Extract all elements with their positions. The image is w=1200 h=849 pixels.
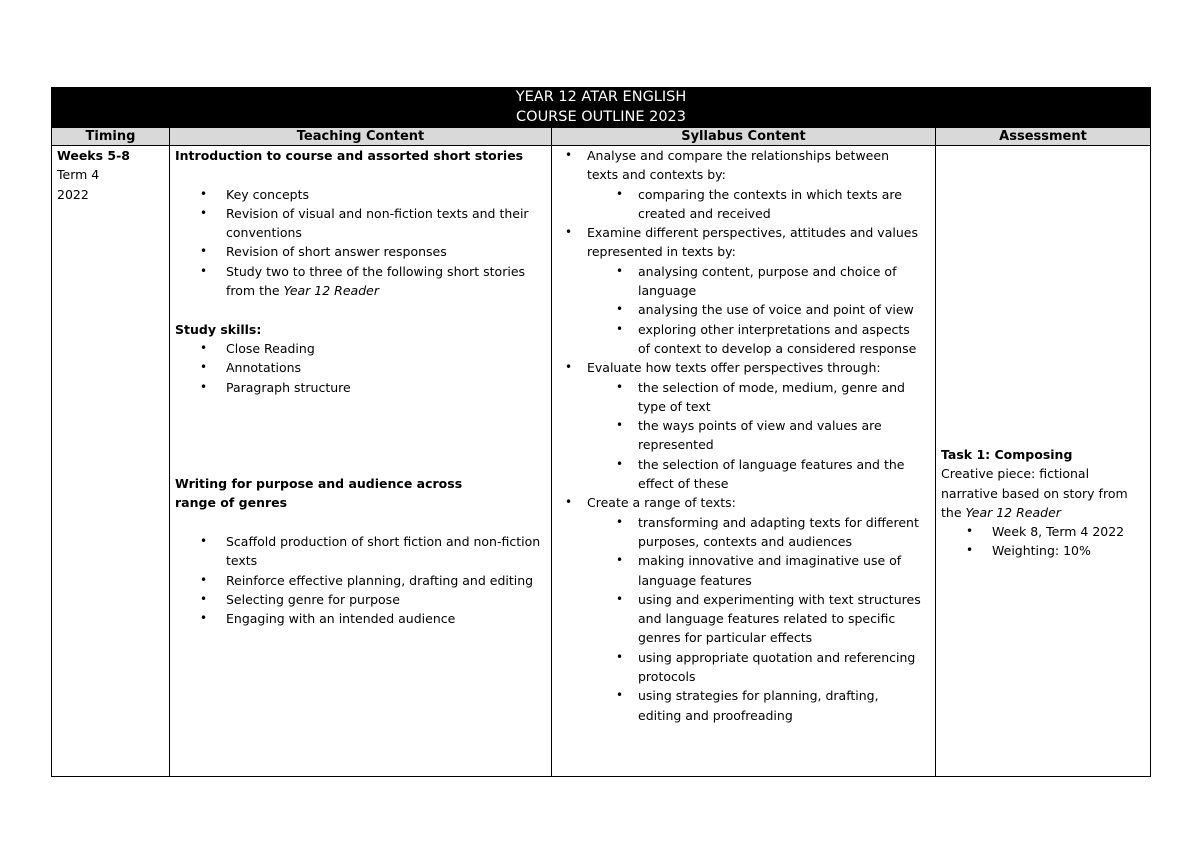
list-item: • Analyse and compare the relationships between texts and contexts by: • comparing the contexts in which texts are created and received: [557, 146, 924, 223]
table-row: [52, 146, 1151, 777]
list-item: • Weighting: 10%: [941, 541, 1145, 560]
bullet-icon: •: [616, 186, 624, 201]
bullet-icon: •: [616, 302, 624, 317]
bullet-icon: •: [200, 186, 208, 201]
bullet-icon: •: [616, 321, 624, 336]
bullet-icon: •: [565, 360, 573, 375]
bullet-icon: •: [200, 244, 208, 259]
writing-list: [175, 532, 546, 628]
teaching-heading-writing: Writing for purpose and audience across range of genres: [175, 476, 463, 511]
list-item: • analysing the use of voice and point of view: [557, 300, 924, 319]
bullet-icon: •: [200, 340, 208, 355]
list-item: • Reinforce effective planning, drafting and editing: [175, 571, 546, 590]
bullet-icon: •: [200, 360, 208, 375]
column-header-syllabus: Syllabus Content: [552, 128, 936, 146]
bullet-icon: •: [616, 379, 624, 394]
list-item: • using appropriate quotation and referencing protocols: [616, 649, 916, 685]
list-item: • Annotations: [175, 358, 546, 377]
teaching-heading-study-skills: Study skills:: [175, 321, 262, 337]
course-outline-table: [51, 87, 1151, 777]
bullet-icon: •: [616, 649, 624, 664]
list-item: • Examine different perspectives, attitudes and values represented in texts by: • analysing content, purpose and choice of language • analysing the use of voice and point of view • exploring other interpretations and aspects of context to develop a considered response: [557, 223, 924, 358]
list-item: • using and experimenting with text structures and language features related to specific genres for particular effects: [616, 591, 921, 646]
teaching-heading-intro: Introduction to course and assorted short stories: [175, 148, 524, 163]
list-item: • exploring other interpretations and aspects of context to develop a considered response: [616, 321, 917, 356]
bullet-icon: •: [966, 543, 974, 558]
syllabus-content-cell: [552, 146, 936, 777]
teaching-intro-list: [175, 185, 546, 301]
bullet-icon: •: [200, 533, 208, 548]
list-item: • Close Reading: [175, 339, 546, 358]
list-item: • Engaging with an intended audience: [175, 609, 546, 628]
timing-term: Term 4: [57, 167, 100, 183]
bullet-icon: •: [565, 225, 573, 240]
bullet-icon: •: [200, 205, 208, 220]
bullet-icon: •: [200, 591, 208, 606]
list-item: • transforming and adapting texts for different purposes, contexts and audiences: [616, 514, 919, 549]
teaching-content-cell: [170, 146, 552, 777]
list-item: • Evaluate how texts offer perspectives through: • the selection of mode, medium, genre and type of text • the ways points of view and values are represented • the selection of language features and the effect of these: [557, 358, 924, 493]
list-item: • making innovative and imaginative use of language features: [616, 553, 902, 588]
syllabus-sublist: [587, 262, 924, 358]
bullet-icon: •: [616, 553, 624, 568]
list-item: • analysing content, purpose and choice of language: [616, 263, 897, 299]
bullet-icon: •: [616, 456, 624, 471]
list-item: • Revision of short answer responses: [175, 242, 546, 261]
column-header-teaching: Teaching Content: [170, 128, 552, 146]
list-item: • using strategies for planning, drafting, editing and proofreading: [616, 688, 879, 723]
course-outline-page: [51, 87, 1150, 777]
bullet-icon: •: [966, 524, 974, 539]
title-line-2: COURSE OUTLINE 2023: [516, 108, 686, 125]
bullet-icon: •: [200, 379, 208, 394]
list-item: • Scaffold production of short fiction and non-fiction texts: [200, 533, 541, 569]
syllabus-sublist: [587, 513, 924, 725]
column-header-assessment: Assessment: [936, 128, 1151, 146]
assessment-list: [941, 522, 1145, 561]
list-item: • Key concepts: [175, 185, 546, 204]
assessment-description: Creative piece: fictional narrative based on story from the Year 12 Reader: [941, 466, 1128, 520]
timing-year: 2022: [57, 186, 89, 202]
bullet-icon: •: [616, 263, 624, 278]
timing-weeks: Weeks 5-8: [57, 148, 130, 163]
syllabus-sublist: [587, 185, 924, 224]
column-header-row: [52, 128, 1151, 146]
syllabus-sublist: [587, 378, 924, 494]
syllabus-list: [557, 146, 930, 725]
bullet-icon: •: [200, 572, 208, 587]
bullet-icon: •: [200, 263, 208, 278]
bullet-icon: •: [565, 495, 573, 510]
list-item: • the selection of language features and the effect of these: [616, 456, 905, 492]
title-line-1: YEAR 12 ATAR ENGLISH: [515, 89, 687, 105]
bullet-icon: •: [616, 591, 624, 606]
title-row: [52, 88, 1151, 128]
list-item: • the selection of mode, medium, genre and type of text: [616, 379, 905, 414]
bullet-icon: •: [200, 611, 208, 626]
bullet-icon: •: [616, 514, 624, 529]
assessment-cell: [936, 146, 1151, 777]
list-item: • Revision of visual and non-fiction texts and their conventions: [200, 205, 529, 241]
list-item: • the ways points of view and values are represented: [616, 418, 882, 453]
timing-cell: [52, 146, 170, 777]
list-item: • Week 8, Term 4 2022: [941, 522, 1145, 541]
bullet-icon: •: [616, 418, 624, 433]
list-item: • comparing the contexts in which texts are created and received: [616, 186, 902, 221]
list-item: • Create a range of texts: • transforming and adapting texts for different purposes, contexts and audiences • making innovative and imaginative use of language features • using and experimenting with text structures and language features related to specific genres for particular effects • using appropriate quotation and referencing protocols • using strategies for planning, drafting, editing and proofreading: [557, 493, 924, 725]
list-item: • Paragraph structure: [175, 378, 546, 397]
study-skills-list: [175, 339, 546, 397]
bullet-icon: •: [616, 688, 624, 703]
table-title: [52, 88, 1151, 128]
assessment-task-title: Task 1: Composing: [941, 447, 1073, 462]
bullet-icon: •: [565, 148, 573, 162]
column-header-timing: Timing: [52, 128, 170, 146]
list-item: • Study two to three of the following short stories from the Year 12 Reader: [200, 263, 526, 299]
list-item: • Selecting genre for purpose: [175, 590, 546, 609]
